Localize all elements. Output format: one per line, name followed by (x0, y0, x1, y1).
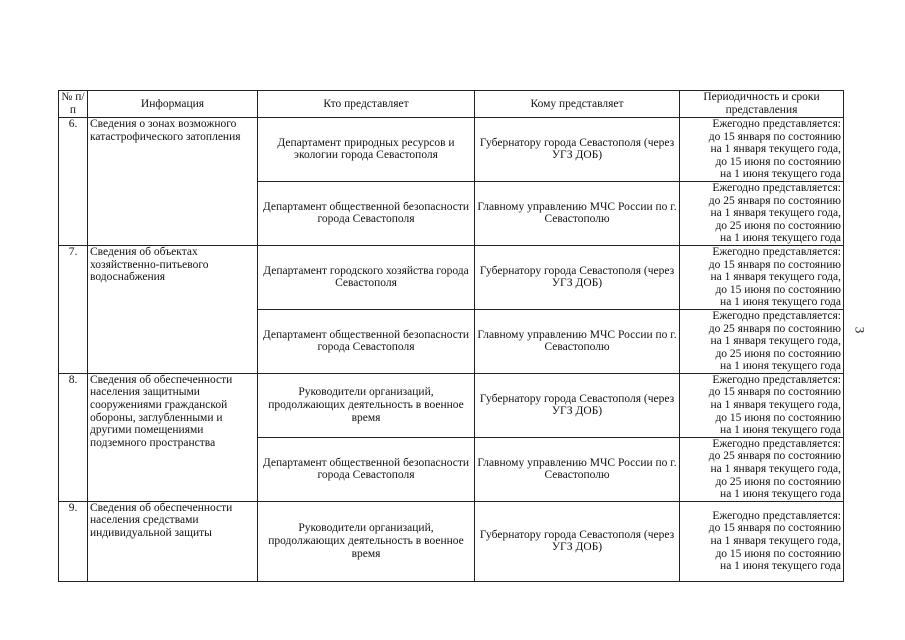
information-cell: Сведения о зонах возможного катастрофического затопления (88, 118, 258, 246)
row-number: 8. (59, 373, 88, 501)
period-line: на 1 июня текущего года (720, 560, 841, 573)
period-line: Ежегодно представляется: (712, 373, 841, 386)
period-line: до 15 января по состоянию (708, 130, 841, 143)
header-info: Информация (88, 91, 258, 118)
page-number: 3 (852, 326, 868, 334)
period-line: до 25 июня по состоянию (715, 475, 841, 488)
row-number: 7. (59, 245, 88, 373)
period-line: до 25 июня по состоянию (715, 219, 841, 232)
period-cell (680, 245, 844, 309)
period-line: Ежегодно представляется: (712, 245, 841, 258)
table-body (59, 118, 844, 582)
period-line: до 25 января по состоянию (708, 450, 841, 463)
table-row (59, 373, 844, 437)
period-cell (680, 181, 844, 245)
information-cell: Сведения об объектах хозяйственно-питьевого водоснабжения (88, 245, 258, 373)
period-line: до 15 июня по состоянию (715, 411, 841, 424)
period-cell (680, 437, 844, 501)
period-line: до 15 июня по состоянию (715, 547, 841, 560)
period-line: Ежегодно представляется: (712, 118, 841, 130)
period-cell (680, 501, 844, 581)
reporting-table (58, 90, 844, 582)
period-line: на 1 июня текущего года (720, 296, 841, 309)
period-line: до 25 января по состоянию (708, 194, 841, 207)
row-number: 6. (59, 118, 88, 246)
period-line: Ежегодно представляется: (712, 309, 841, 322)
period-line: на 1 июня текущего года (720, 488, 841, 501)
recipient-cell: Губернатору города Севастополя (через УГЗ ДОБ) (475, 373, 680, 437)
period-cell (680, 373, 844, 437)
period-line: до 15 января по состоянию (708, 258, 841, 271)
period-cell (680, 309, 844, 373)
row-number: 9. (59, 501, 88, 581)
period-line: на 1 января текущего года, (710, 463, 841, 476)
header-num: № п/п (59, 91, 88, 118)
period-line: до 25 января по состоянию (708, 322, 841, 335)
provider-cell: Руководители организаций, продолжающих деятельность в военное время (258, 501, 475, 581)
provider-cell: Департамент общественной безопасности города Севастополя (258, 181, 475, 245)
information-cell: Сведения об обеспеченности населения средствами индивидуальной защиты (88, 501, 258, 581)
recipient-cell: Главному управлению МЧС России по г. Севастополю (475, 181, 680, 245)
period-cell (680, 118, 844, 182)
period-line: до 15 января по состоянию (708, 522, 841, 535)
provider-cell: Департамент общественной безопасности города Севастополя (258, 309, 475, 373)
period-line: до 25 июня по состоянию (715, 347, 841, 360)
table-row (59, 118, 844, 182)
period-line: на 1 июня текущего года (720, 232, 841, 245)
provider-cell: Департамент городского хозяйства города Севастополя (258, 245, 475, 309)
period-line: на 1 января текущего года, (710, 335, 841, 348)
recipient-cell: Главному управлению МЧС России по г. Севастополю (475, 309, 680, 373)
recipient-cell: Губернатору города Севастополя (через УГЗ ДОБ) (475, 245, 680, 309)
period-line: на 1 июня текущего года (720, 168, 841, 181)
recipient-cell: Главному управлению МЧС России по г. Севастополю (475, 437, 680, 501)
table-row (59, 245, 844, 309)
period-line: на 1 января текущего года, (710, 143, 841, 156)
period-line: на 1 января текущего года, (710, 207, 841, 220)
period-line: на 1 января текущего года, (710, 399, 841, 412)
provider-cell: Департамент природных ресурсов и экологии города Севастополя (258, 118, 475, 182)
period-line: на 1 июня текущего года (720, 360, 841, 373)
provider-cell: Департамент общественной безопасности города Севастополя (258, 437, 475, 501)
recipient-cell: Губернатору города Севастополя (через УГЗ ДОБ) (475, 501, 680, 581)
period-line: до 15 июня по состоянию (715, 283, 841, 296)
table-header-row (59, 91, 844, 118)
provider-cell: Руководители организаций, продолжающих деятельность в военное время (258, 373, 475, 437)
period-line: Ежегодно представляется: (712, 437, 841, 450)
information-cell: Сведения об обеспеченности населения защитными сооружениями гражданской обороны, заглубленными и другими помещениями подземного пространства (88, 373, 258, 501)
header-period: Периодичность и сроки представления (680, 91, 844, 118)
period-line: на 1 января текущего года, (710, 535, 841, 548)
period-line: Ежегодно представляется: (712, 509, 841, 522)
header-who: Кто представляет (258, 91, 475, 118)
period-line: до 15 января по состоянию (708, 386, 841, 399)
header-whom: Кому представляет (475, 91, 680, 118)
table-row (59, 501, 844, 581)
period-line: до 15 июня по состоянию (715, 155, 841, 168)
period-line: на 1 января текущего года, (710, 271, 841, 284)
period-line: на 1 июня текущего года (720, 424, 841, 437)
period-line: Ежегодно представляется: (712, 181, 841, 194)
recipient-cell: Губернатору города Севастополя (через УГЗ ДОБ) (475, 118, 680, 182)
